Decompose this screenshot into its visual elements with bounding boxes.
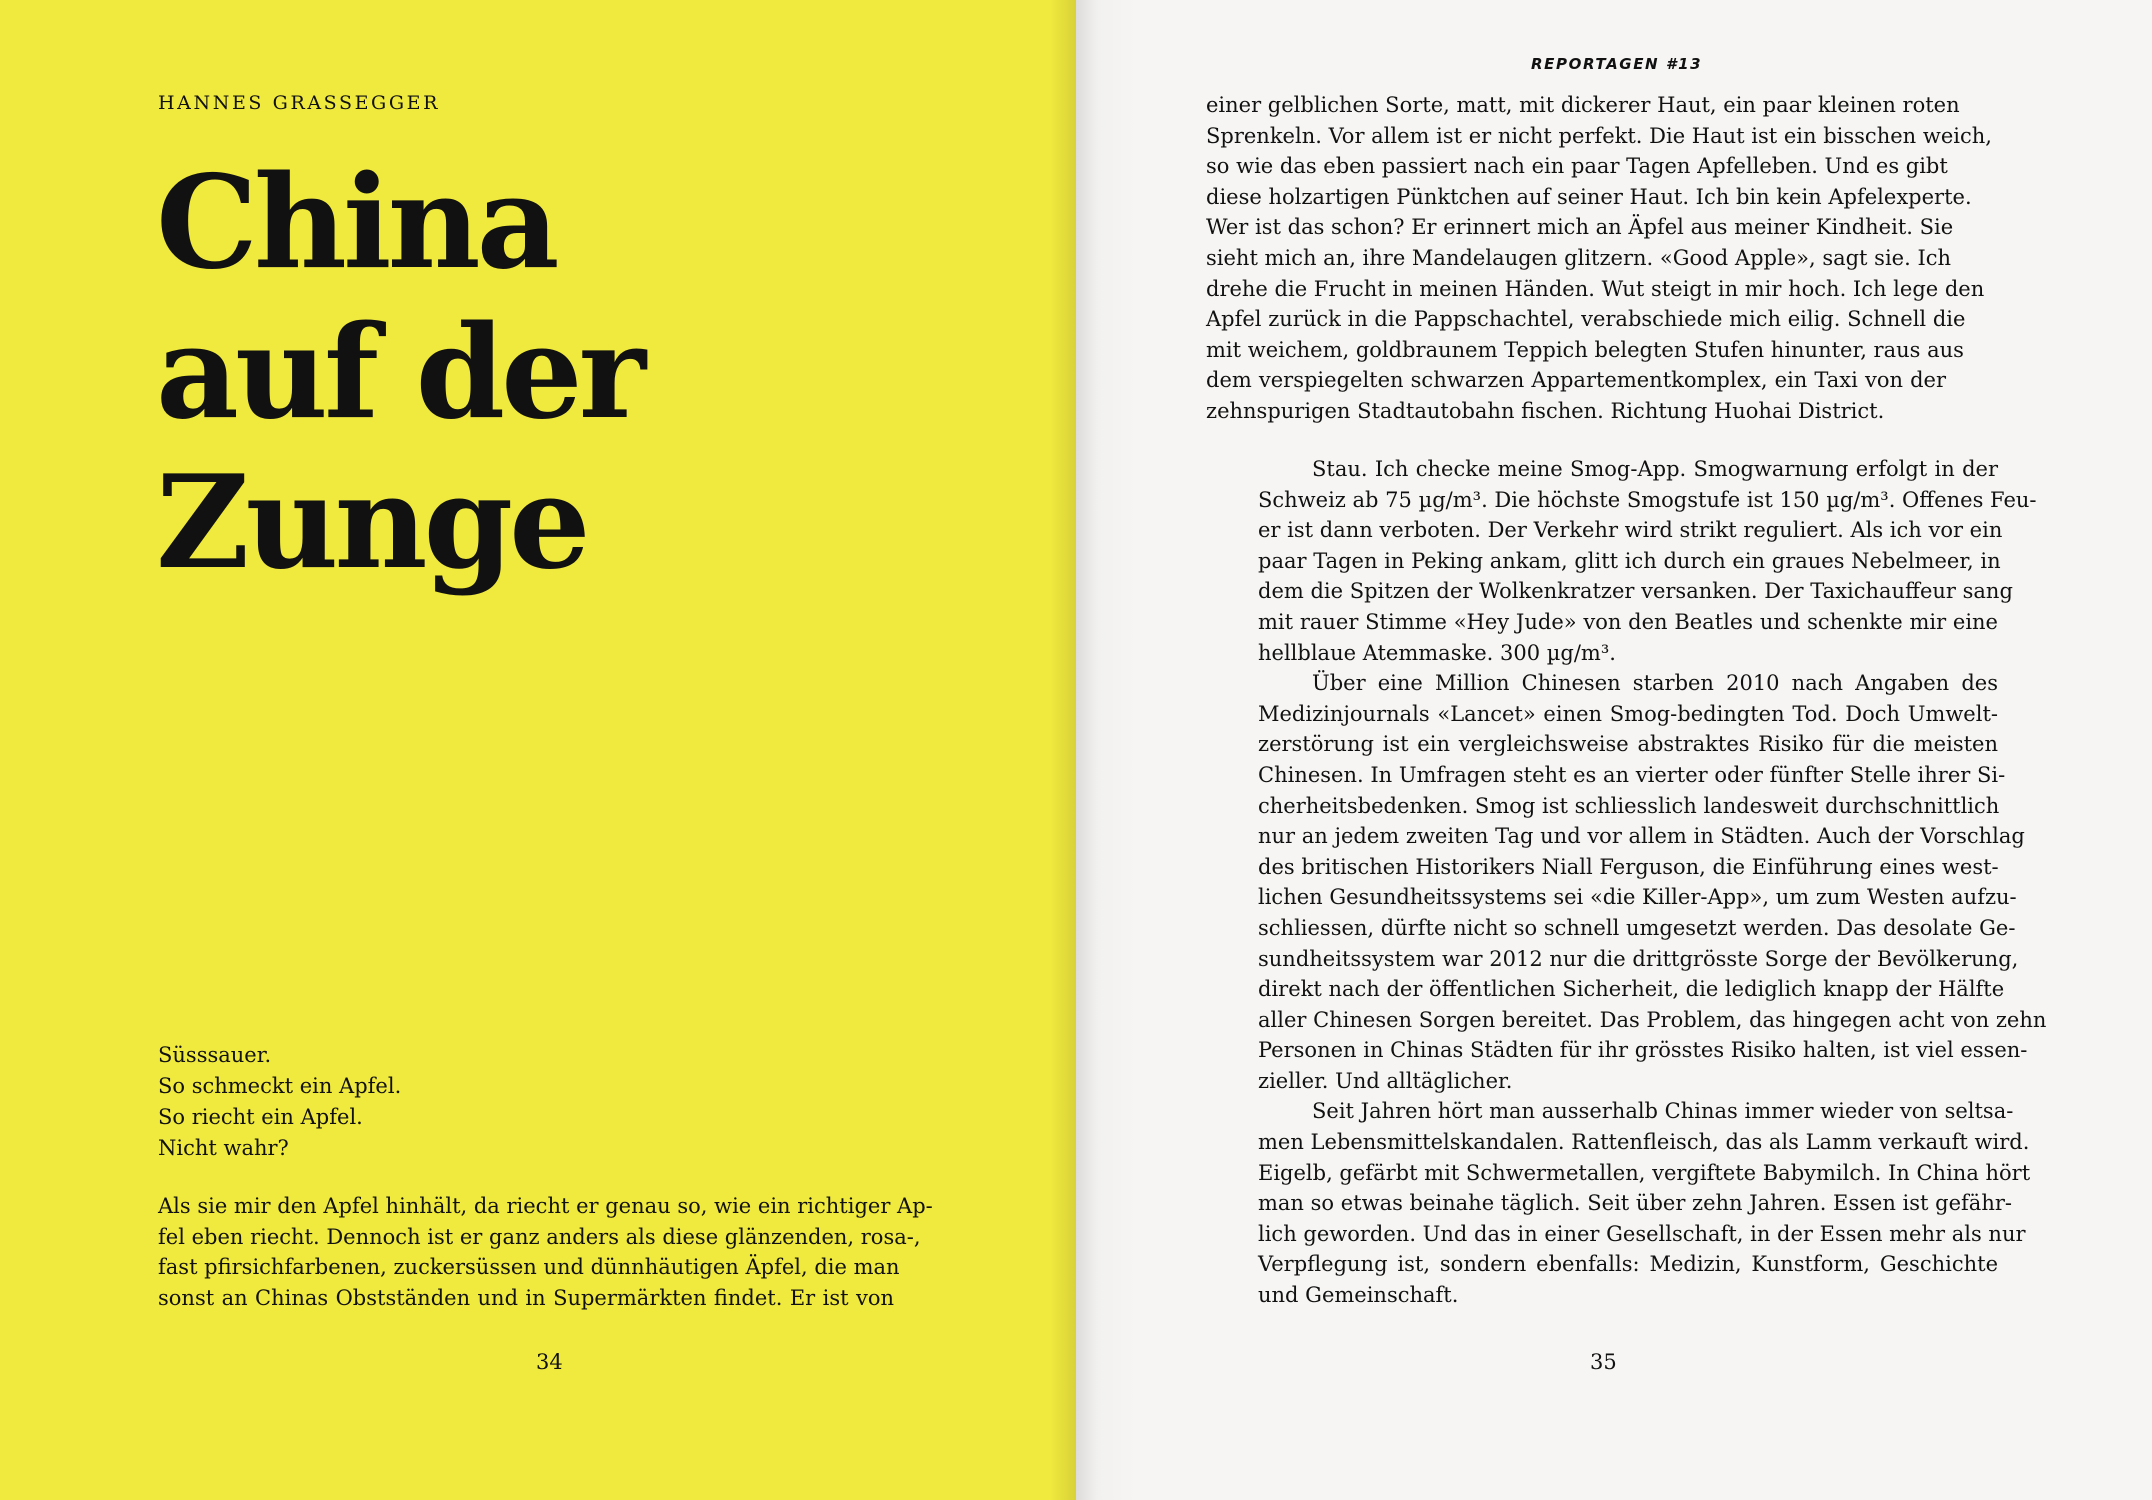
- text-line: hellblaue Atemmaske. 300 µg/m³.: [1258, 640, 1616, 665]
- text-line: Schweiz ab 75 µg/m³. Die höchste Smogstufe ist 150 µg/m³. Offenes Feu-: [1258, 487, 2037, 512]
- text-line: Über eine Million Chinesen starben 2010 nach Angaben des: [1312, 671, 1998, 696]
- text-line: Verpflegung ist, sondern ebenfalls: Medizin, Kunstform, Geschichte: [1258, 1252, 1998, 1277]
- text-line: dem die Spitzen der Wolkenkratzer versanken. Der Taxichauffeur sang: [1258, 579, 2013, 604]
- text-line: aller Chinesen Sorgen bereitet. Das Problem, das hingegen acht von zehn: [1258, 1007, 2047, 1032]
- text-line: des britischen Historikers Niall Ferguson, die Einführung eines west-: [1258, 854, 1999, 879]
- title-line: Zunge: [156, 448, 587, 598]
- lead-line: Süsssauer.: [158, 1043, 272, 1067]
- lead-line: So schmeckt ein Apfel.: [158, 1074, 402, 1098]
- text-line: mit rauer Stimme «Hey Jude» von den Beatles und schenkte mir eine: [1258, 609, 1998, 634]
- text-line: Personen in Chinas Städten für ihr grösstes Risiko halten, ist viel essen-: [1258, 1038, 2028, 1063]
- text-line: men Lebensmittelskandalen. Rattenfleisch, das als Lamm verkauft wird.: [1258, 1130, 2030, 1155]
- text-line: fel eben riecht. Dennoch ist er ganz anders als diese glänzenden, rosa-,: [158, 1224, 921, 1249]
- running-head: REPORTAGEN #13: [1531, 55, 1703, 73]
- text-line: fast pfirsichfarbenen, zuckersüssen und dünnhäutigen Äpfel, die man: [158, 1255, 900, 1279]
- text-line: Als sie mir den Apfel hinhält, da riecht er genau so, wie ein richtiger Ap-: [158, 1194, 933, 1218]
- text-line: Medizinjournals «Lancet» einen Smog-bedingten Tod. Doch Umwelt-: [1258, 701, 1998, 726]
- text-line: er ist dann verboten. Der Verkehr wird strikt reguliert. Als ich vor ein: [1258, 518, 2003, 543]
- text-line: direkt nach der öffentlichen Sicherheit, die lediglich knapp der Hälfte: [1258, 977, 2005, 1002]
- intro-paragraph: [158, 1191, 933, 1313]
- lead-line: So riecht ein Apfel.: [158, 1105, 363, 1129]
- text-line: Wer ist das schon? Er erinnert mich an Äpfel aus meiner Kindheit. Sie: [1206, 215, 1954, 240]
- text-line: Stau. Ich checke meine Smog-App. Smogwarnung erfolgt in der: [1312, 457, 1998, 481]
- lead-verse: [158, 1040, 401, 1164]
- text-line: zerstörung ist ein vergleichsweise abstraktes Risiko für die meisten: [1258, 732, 1998, 757]
- text-line: man so etwas beinahe täglich. Seit über zehn Jahren. Essen ist gefähr-: [1258, 1191, 2012, 1216]
- text-line: Seit Jahren hört man ausserhalb Chinas immer wieder von seltsa-: [1312, 1099, 2014, 1124]
- text-line: mit weichem, goldbraunem Teppich belegten Stufen hinunter, raus aus: [1206, 337, 1964, 362]
- text-line: nur an jedem zweiten Tag und vor allem in Städten. Auch der Vorschlag: [1258, 824, 2025, 849]
- text-line: diese holzartigen Pünktchen auf seiner Haut. Ich bin kein Apfelexperte.: [1206, 184, 1972, 209]
- text-line: Chinesen. In Umfragen steht es an vierter oder fünfter Stelle ihrer Si-: [1258, 762, 2006, 787]
- text-line: und Gemeinschaft.: [1258, 1283, 1459, 1308]
- text-line: Eigelb, gefärbt mit Schwermetallen, vergiftete Babymilch. In China hört: [1258, 1160, 2031, 1185]
- body-column-bottom: [1258, 454, 2047, 1311]
- text-line: sonst an Chinas Obstständen und in Supermärkten findet. Er ist von: [158, 1285, 894, 1310]
- text-line: sundheitssystem war 2012 nur die drittgrösste Sorge der Bevölkerung,: [1258, 946, 2019, 971]
- text-line: dem verspiegelten schwarzen Appartementkomplex, ein Taxi von der: [1206, 368, 1946, 393]
- text-line: cherheitsbedenken. Smog ist schliesslich landesweit durchschnittlich: [1258, 793, 2000, 818]
- text-line: einer gelblichen Sorte, matt, mit dickerer Haut, ein paar kleinen roten: [1206, 93, 1960, 117]
- text-line: schliessen, dürfte nicht so schnell umgesetzt werden. Das desolate Ge-: [1258, 915, 2016, 940]
- title-line: China: [156, 148, 556, 298]
- gutter-shadow: [1050, 0, 1076, 1500]
- article-title: [156, 148, 642, 598]
- text-line: lich geworden. Und das in einer Gesellschaft, in der Essen mehr als nur: [1258, 1221, 2026, 1246]
- author-name: HANNES GRASSEGGER: [158, 92, 440, 114]
- text-line: drehe die Frucht in meinen Händen. Wut steigt in mir hoch. Ich lege den: [1206, 276, 1985, 301]
- text-line: sieht mich an, ihre Mandelaugen glitzern. «Good Apple», sagt sie. Ich: [1206, 245, 1952, 270]
- text-line: Apfel zurück in die Pappschachtel, verabschiede mich eilig. Schnell die: [1206, 307, 1966, 332]
- page-number-left: 34: [536, 1350, 563, 1374]
- page-number-right: 35: [1590, 1350, 1617, 1374]
- text-line: zehnspurigen Stadtautobahn fischen. Richtung Huohai District.: [1206, 398, 1885, 423]
- body-column-top: [1206, 90, 1992, 427]
- lead-line: Nicht wahr?: [158, 1136, 289, 1160]
- title-line: auf der: [156, 298, 642, 448]
- text-line: paar Tagen in Peking ankam, glitt ich durch ein graues Nebelmeer, in: [1258, 548, 2001, 573]
- text-line: lichen Gesundheitssystems sei «die Killer-App», um zum Westen aufzu-: [1258, 885, 2017, 910]
- text-line: zieller. Und alltäglicher.: [1258, 1068, 1513, 1093]
- text-line: Sprenkeln. Vor allem ist er nicht perfekt. Die Haut ist ein bisschen weich,: [1206, 123, 1992, 148]
- text-line: so wie das eben passiert nach ein paar Tagen Apfelleben. Und es gibt: [1206, 154, 1948, 179]
